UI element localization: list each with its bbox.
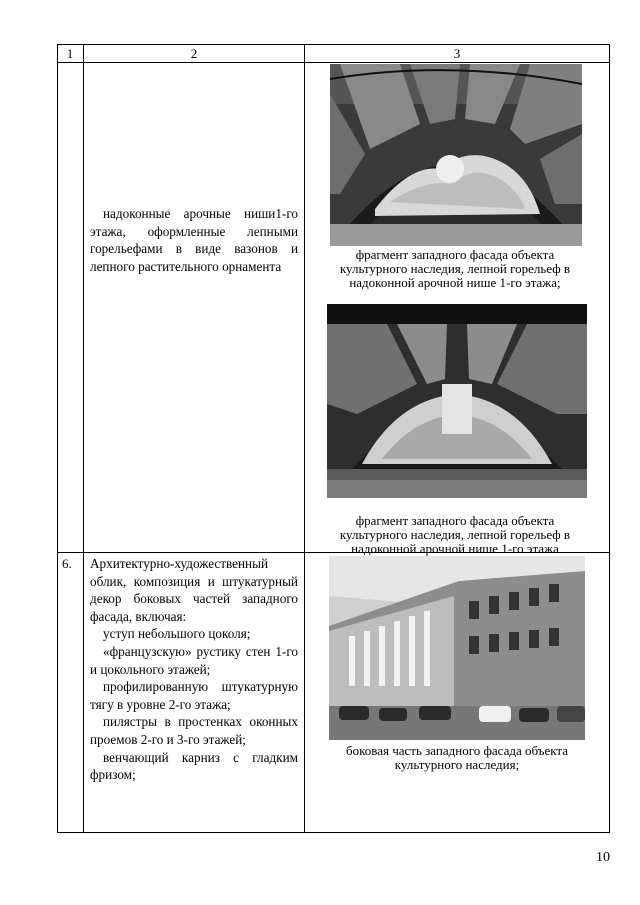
arch-relief-1-image <box>330 64 582 246</box>
row-a-description-text: надоконные арочные ниши1-го этажа, оформленные лепными горельефами в виде вазонов и лепного растительного орнамента <box>90 206 298 274</box>
photo1-caption: фрагмент западного фасада объекта культурного наследия, лепной горельеф в надоконной арочной нише 1-го этажа; <box>339 247 571 290</box>
building-facade-image <box>329 556 585 740</box>
table-right-border <box>609 44 610 833</box>
table-left-border <box>57 44 58 833</box>
col2-divider <box>304 44 305 833</box>
row-6-number: 6. <box>62 556 72 571</box>
photo-building-facade <box>329 556 585 740</box>
photo3-caption: боковая часть западного фасада объекта культурного наследия; <box>345 743 569 772</box>
photo2-caption: фрагмент западного фасада объекта культурного наследия, лепной горельеф в надоконной арочной нише 1-го этажа <box>339 513 571 556</box>
row-6-item-5: венчающий карниз с гладким фризом; <box>90 749 298 783</box>
row-6-item-4: пилястры в простенках оконных проемов 2-го и 3-го этажей; <box>90 714 298 747</box>
col1-divider <box>83 44 84 833</box>
row-6-item-1: уступ небольшого цоколя; <box>103 626 251 642</box>
row-6-item-2: «французскую» рустику стен 1-го и цокольного этажей; <box>90 643 298 677</box>
header-col2: 2 <box>190 46 198 61</box>
photo-arch-relief-1 <box>330 64 582 246</box>
table-bottom-border <box>57 832 610 833</box>
row-a-description <box>90 205 298 275</box>
row-6-intro: Архитектурно-художественный облик, композиция и штукатурный декор боковых частей западного фасада, включая: <box>90 556 298 624</box>
header-bottom-border <box>57 62 610 63</box>
arch-relief-2-image <box>327 304 587 498</box>
row-6-description <box>90 555 298 784</box>
header-col3: 3 <box>453 46 461 61</box>
row-6-item-3: профилированную штукатурную тягу в уровне 2-го этажа; <box>90 679 298 712</box>
page-number: 10 <box>596 850 610 865</box>
header-col1: 1 <box>66 46 74 61</box>
photo-arch-relief-2 <box>327 304 587 498</box>
